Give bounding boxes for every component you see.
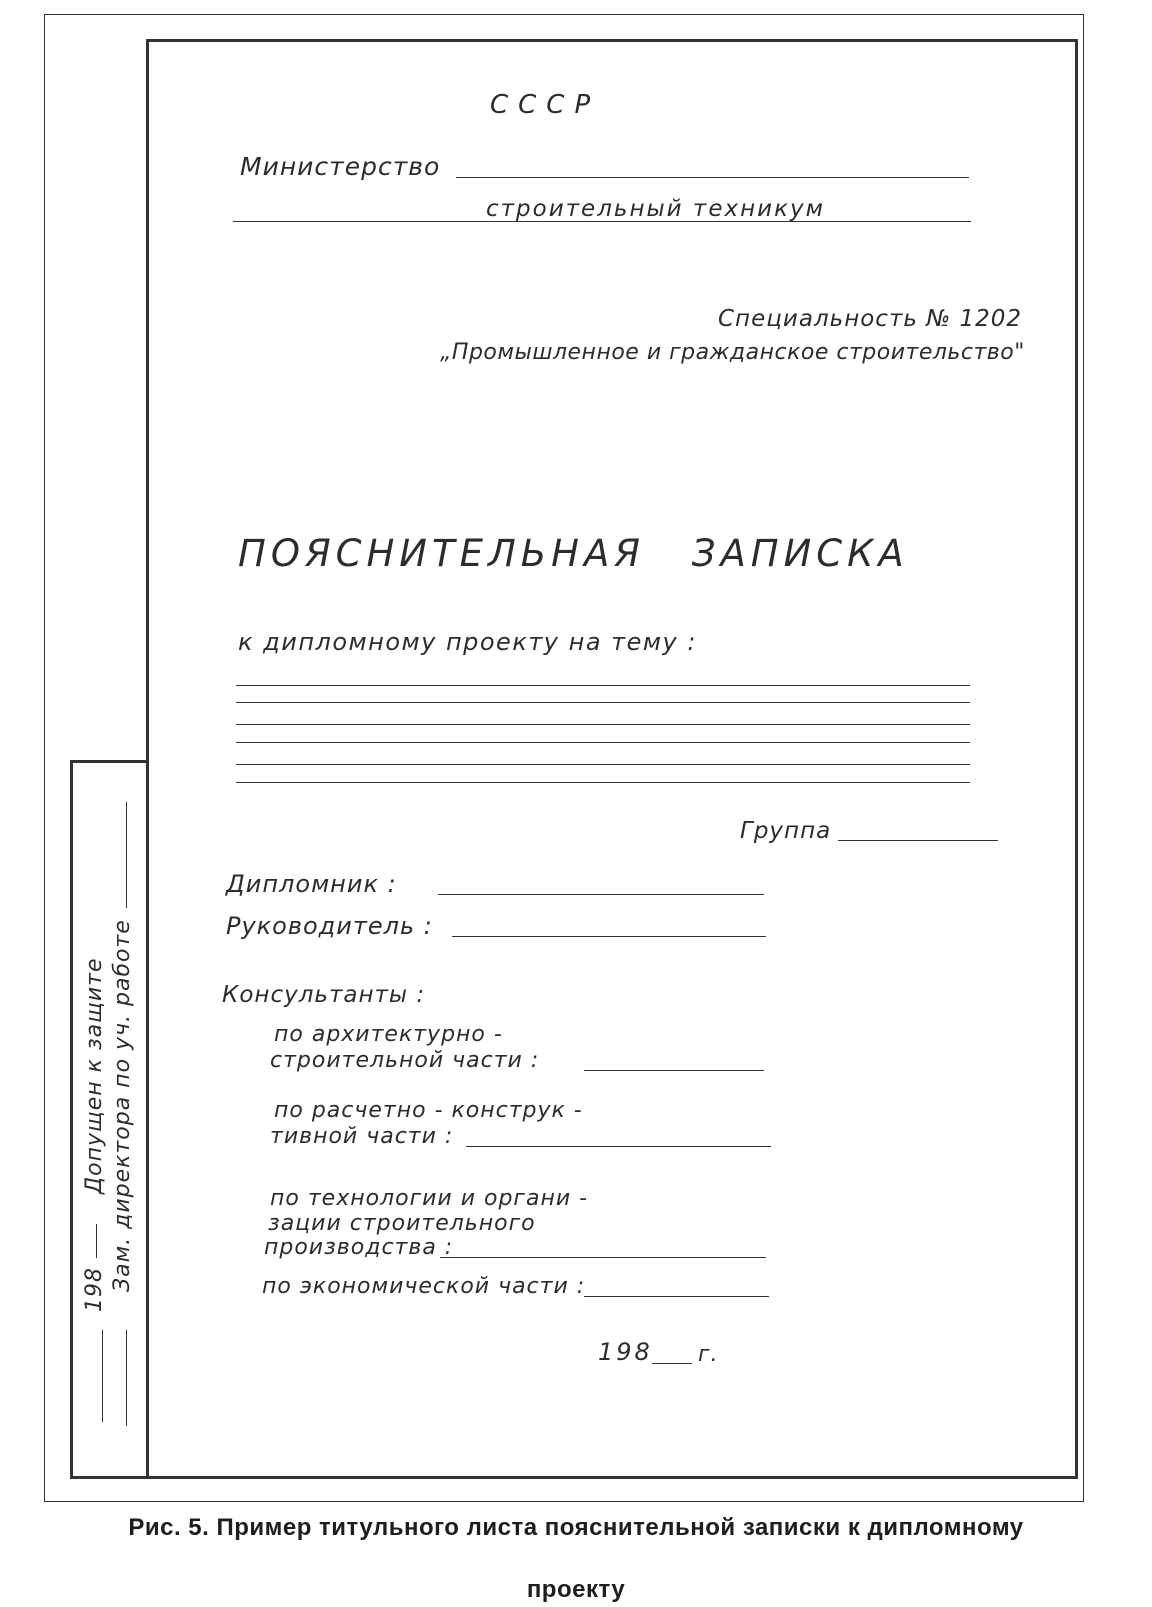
consult-arch-line1: по архитектурно -	[274, 1022, 503, 1047]
supervisor-underline	[452, 936, 766, 937]
specialty-name: „Промышленное и гражданское строительство"	[440, 340, 1025, 365]
stamp-admitted-label: Допущен к защите	[82, 957, 107, 1194]
group-label: Группа	[740, 818, 832, 844]
ministry-underline	[456, 177, 969, 178]
school-name: строительный техникум	[486, 196, 825, 222]
year-underline	[652, 1363, 692, 1364]
consult-arch-line2: строительной части :	[270, 1048, 540, 1073]
consult-econ-underline	[584, 1296, 769, 1297]
specialty-number: Специальность № 1202	[718, 306, 1022, 332]
stamp-year-prefix: 198	[82, 1267, 107, 1312]
student-label: Дипломник :	[226, 870, 397, 898]
year-prefix: 198	[598, 1338, 653, 1366]
stamp-sign-line-top	[126, 802, 127, 908]
consult-tech-line3: производства :	[264, 1235, 454, 1260]
topic-line-4	[236, 742, 970, 743]
topic-line-5	[236, 764, 970, 765]
topic-line-3	[236, 724, 970, 725]
country-heading: СССР	[490, 90, 601, 120]
consult-tech-line1: по технологии и органи -	[270, 1186, 589, 1211]
stamp-deputy-label: Зам. директора по уч. работе	[110, 919, 135, 1292]
stamp-sign-line-left	[102, 1330, 103, 1422]
consult-calc-underline	[466, 1146, 771, 1147]
stamp-sign-line-right	[126, 1330, 127, 1426]
topic-line-2	[236, 702, 970, 703]
consult-tech-underline	[440, 1257, 766, 1258]
figure-caption-line2: проекту	[526, 1576, 626, 1603]
student-underline	[438, 894, 764, 895]
ministry-label: Министерство	[240, 152, 441, 181]
school-underline	[233, 221, 971, 222]
consult-tech-line2: зации строительного	[268, 1211, 536, 1236]
document-title: ПОЯСНИТЕЛЬНАЯ ЗАПИСКА	[238, 532, 909, 575]
consultants-label: Консультанты :	[222, 982, 426, 1008]
project-subtitle: к дипломному проекту на тему :	[238, 628, 697, 656]
title-sheet-frame	[146, 39, 1078, 1479]
consult-econ-label: по экономической части :	[262, 1274, 586, 1299]
consult-arch-underline	[584, 1070, 764, 1071]
stamp-date-line	[96, 1224, 97, 1258]
supervisor-label: Руководитель :	[226, 912, 433, 940]
group-underline	[838, 840, 998, 841]
topic-line-1	[236, 685, 970, 686]
figure-caption-line1: Рис. 5. Пример титульного листа пояснительной записки к дипломному	[128, 1514, 1024, 1541]
consult-calc-line1: по расчетно - конструк -	[274, 1098, 583, 1123]
year-suffix: г.	[698, 1342, 719, 1367]
consult-calc-line2: тивной части :	[270, 1124, 454, 1149]
topic-line-6	[236, 782, 970, 783]
